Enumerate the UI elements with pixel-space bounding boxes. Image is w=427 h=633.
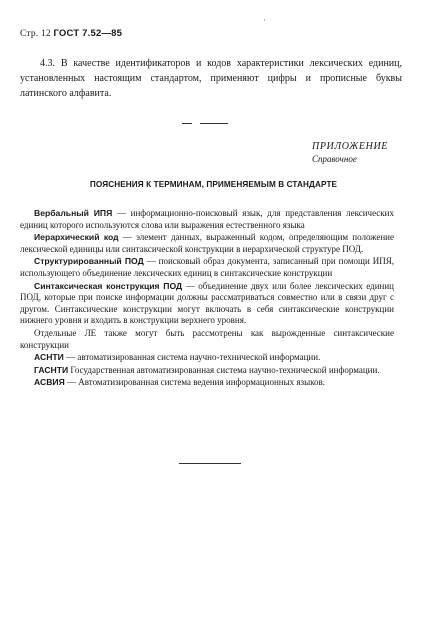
definition-term: Синтаксическая конструкция ПОД [34,280,183,291]
definition [20,281,394,327]
definitions-list [20,208,394,390]
definition-term: Иерархический код [34,232,119,243]
end-rule [179,463,241,464]
definition [20,352,394,364]
standard-code: ГОСТ 7.52—85 [53,28,123,39]
definition-term: Вербальный ИПЯ [34,208,113,218]
definition-text: — элемент данных, выраженный кодом, определяющим положение лексической единицы или синтаксической конструкции в иерархической структуре ПОД. [20,232,394,254]
definition [20,377,394,389]
definition-text: Отдельные ЛЕ также могут быть рассмотрены как вырожденные синтаксические конструкции [20,327,394,350]
separator-rule [200,123,228,124]
definition [20,232,394,255]
definition-text: — поисковый образ документа, записанный при помощи ИПЯ, использующего объединение лексических единиц в синтаксические конструкции [20,256,394,278]
separator-short [182,123,192,124]
section-title: ПОЯСНЕНИЯ К ТЕРМИНАМ, ПРИМЕНЯЕМЫМ В СТАНДАРТЕ [89,180,338,189]
definition [20,256,394,279]
definition-text: — информационно-поисковый язык, для представления лексических единиц которого используются слова или выражения естественного языка [20,208,394,230]
definition-text: — Автоматизированная система ведения информационных языков. [64,377,326,388]
appendix-subtitle: Справочное [312,154,357,164]
page-header [20,28,122,39]
definition-term: АСНТИ [34,352,64,363]
definition-text: — автоматизированная система научно-технической информации. [63,352,321,363]
page-number: Стр. 12 [20,29,51,39]
definition-term: Структурированный ПОД [34,256,144,267]
definition [20,365,394,377]
definition-note [20,328,394,351]
definition [20,208,394,231]
definition-text: — объединение двух или более лексических единиц ПОД, которые при поиске информации должны рассматриваться совместно или в связи друг с другом. Синтаксические конструкции могут включать в себя синтаксические конструкции нижнего уровня и входить в конструкции верхнего уровня. [20,280,394,326]
definition-term: АСВИЯ [34,377,65,388]
appendix-title: ПРИЛОЖЕНИЕ [312,141,388,152]
appendix-label [312,140,392,166]
clause-4-3: 4.3. В качестве идентификаторов и кодов характеристики лексических единиц, установленных настоящим стандартом, применяют цифры и прописные буквы латинского алфавита. [20,58,402,99]
definition-text: Государственная автоматизированная система научно-технической информации. [68,364,380,375]
scan-mark: ' [264,18,266,26]
definition-term: ГАСНТИ [34,364,69,375]
